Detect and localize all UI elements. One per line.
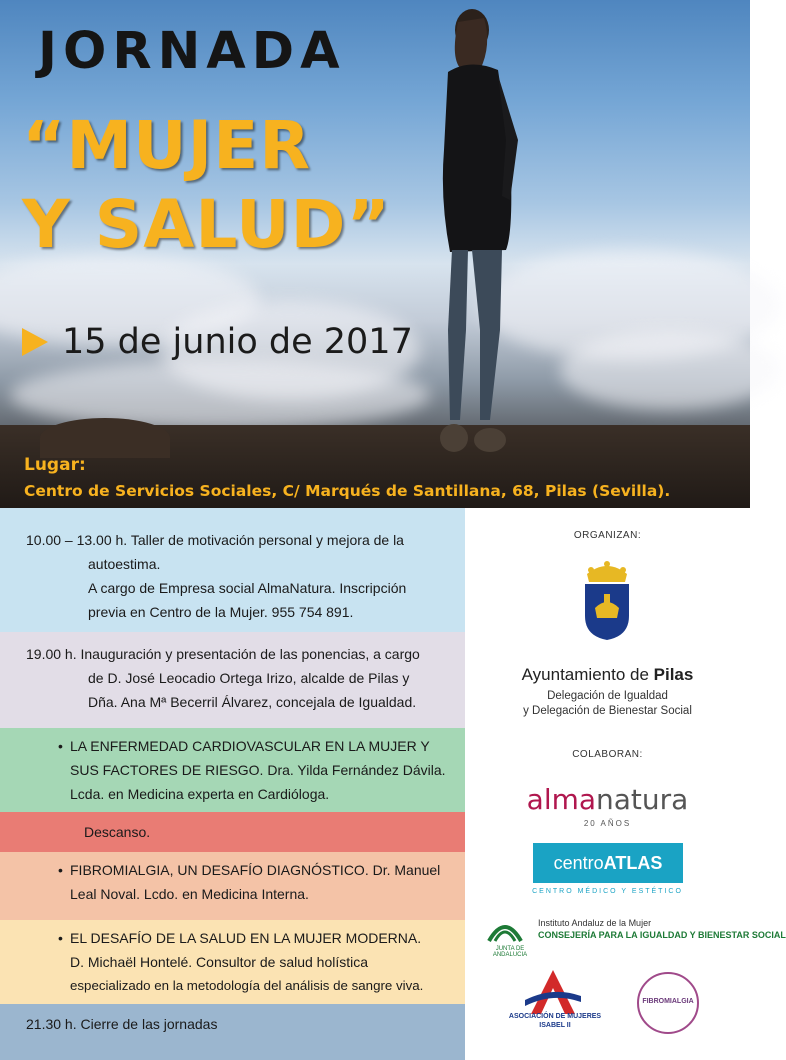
- schedule-line: previa en Centro de la Mujer. 955 754 891.: [88, 604, 354, 620]
- schedule-line: Leal Noval. Lcdo. en Medicina Interna.: [70, 886, 309, 902]
- schedule-line-text: FIBROMIALGIA, UN DESAFÍO DIAGNÓSTICO. Dr. Manuel: [70, 862, 441, 878]
- fibromialgia-logo: [637, 972, 699, 1034]
- title-jornada: JORNADA: [38, 22, 346, 81]
- ayuntamiento-prefix: Ayuntamiento de: [521, 665, 654, 684]
- organizan-label: ORGANIZAN:: [573, 530, 642, 541]
- schedule-line: D. Michaël Hontelé. Consultor de salud holística: [70, 954, 369, 970]
- schedule-row-inauguracion: [0, 632, 465, 728]
- schedule-row-cardiovascular: [0, 728, 465, 812]
- schedule-row-salud-moderna: [0, 920, 465, 1004]
- schedule-line-text: EL DESAFÍO DE LA SALUD EN LA MUJER MODERNA.: [70, 930, 422, 946]
- almanatura-subtitle: 20 AÑOS: [583, 819, 632, 828]
- iam-line-1: Instituto Andaluz de la Mujer: [538, 918, 652, 928]
- schedule-panel: [0, 508, 465, 1060]
- date-text: 15 de junio de 2017: [62, 322, 413, 362]
- schedule-line: 19.00 h. Inauguración y presentación de las ponencias, a cargo: [26, 646, 420, 662]
- centroatlas-logo-part-2: ATLAS: [603, 853, 663, 873]
- iam-line-2: CONSEJERÍA PARA LA IGUALDAD Y BIENESTAR SOCIAL: [538, 930, 786, 940]
- centroatlas-logo: [533, 843, 683, 883]
- woman-figure-image: [410, 0, 540, 470]
- bullet-icon: •: [58, 738, 63, 754]
- play-arrow-icon: [22, 328, 48, 356]
- almanatura-logo-part-2: natura: [596, 783, 689, 816]
- schedule-line: SUS FACTORES DE RIESGO. Dra. Yilda Fernández Dávila.: [70, 762, 446, 778]
- rock: [40, 418, 170, 458]
- centroatlas-logo-part-1: centro: [553, 853, 604, 873]
- delegacion-line-1: Delegación de Igualdad: [547, 690, 668, 702]
- fibromialgia-logo-text: FIBROMIALGIA: [642, 998, 694, 1005]
- schedule-line: [58, 858, 455, 882]
- junta-andalucia-logo-icon: [485, 913, 525, 945]
- pilas-crest-icon: [577, 556, 637, 642]
- schedule-line: autoestima.: [88, 556, 161, 572]
- schedule-line: de D. José Leocadio Ortega Irizo, alcalde de Pilas y: [88, 670, 410, 686]
- delegacion-line-2: y Delegación de Bienestar Social: [523, 705, 692, 717]
- bullet-icon: •: [58, 862, 63, 878]
- almanatura-logo-part-1: alma: [526, 783, 597, 816]
- ayuntamiento-town: Pilas: [653, 665, 694, 684]
- bullet-icon: •: [58, 930, 63, 946]
- title-y-salud: Y SALUD”: [22, 186, 391, 263]
- asociacion-mujeres-logo-icon: [523, 966, 583, 1016]
- schedule-line: Lcda. en Medicina experta en Cardióloga.: [70, 786, 330, 802]
- schedule-line: A cargo de Empresa social AlmaNatura. Inscripción: [88, 580, 407, 596]
- junta-text: JUNTA DE ANDALUCIA: [492, 946, 528, 958]
- schedule-line: Descanso.: [84, 824, 151, 840]
- title-mujer: “MUJER: [22, 107, 312, 184]
- schedule-line: [58, 926, 455, 950]
- schedule-row-descanso: [0, 812, 465, 852]
- almanatura-logo: [465, 783, 750, 816]
- sponsors-panel: [465, 508, 786, 1060]
- asociacion-line-2: ISABEL II: [539, 1022, 571, 1029]
- schedule-row-fibromialgia: [0, 852, 465, 920]
- colaboran-label: COLABORAN:: [572, 749, 643, 760]
- schedule-line: [58, 734, 455, 758]
- schedule-line: 21.30 h. Cierre de las jornadas: [26, 1016, 218, 1032]
- cloud-shape: [560, 330, 780, 410]
- schedule-row-cierre: [0, 1004, 465, 1060]
- ayuntamiento-name: [465, 665, 750, 685]
- schedule-line: 10.00 – 13.00 h. Taller de motivación personal y mejora de la: [26, 532, 404, 548]
- hero-banner: [0, 0, 750, 508]
- schedule-row-taller: [0, 508, 465, 632]
- schedule-line-text: LA ENFERMEDAD CARDIOVASCULAR EN LA MUJER Y: [70, 738, 430, 754]
- schedule-line: Dña. Ana Mª Becerril Álvarez, concejala de Igualdad.: [88, 694, 417, 710]
- asociacion-line-1: ASOCIACIÓN DE MUJERES: [508, 1013, 602, 1020]
- location-address: Centro de Servicios Sociales, C/ Marqués de Santillana, 68, Pilas (Sevilla).: [24, 482, 671, 500]
- schedule-line: especializado en la metodología del análisis de sangre viva.: [70, 978, 424, 993]
- location-label: Lugar:: [24, 455, 86, 475]
- event-date: [22, 322, 413, 362]
- centroatlas-subtitle: CENTRO MÉDICO Y ESTÉTICO: [532, 888, 683, 895]
